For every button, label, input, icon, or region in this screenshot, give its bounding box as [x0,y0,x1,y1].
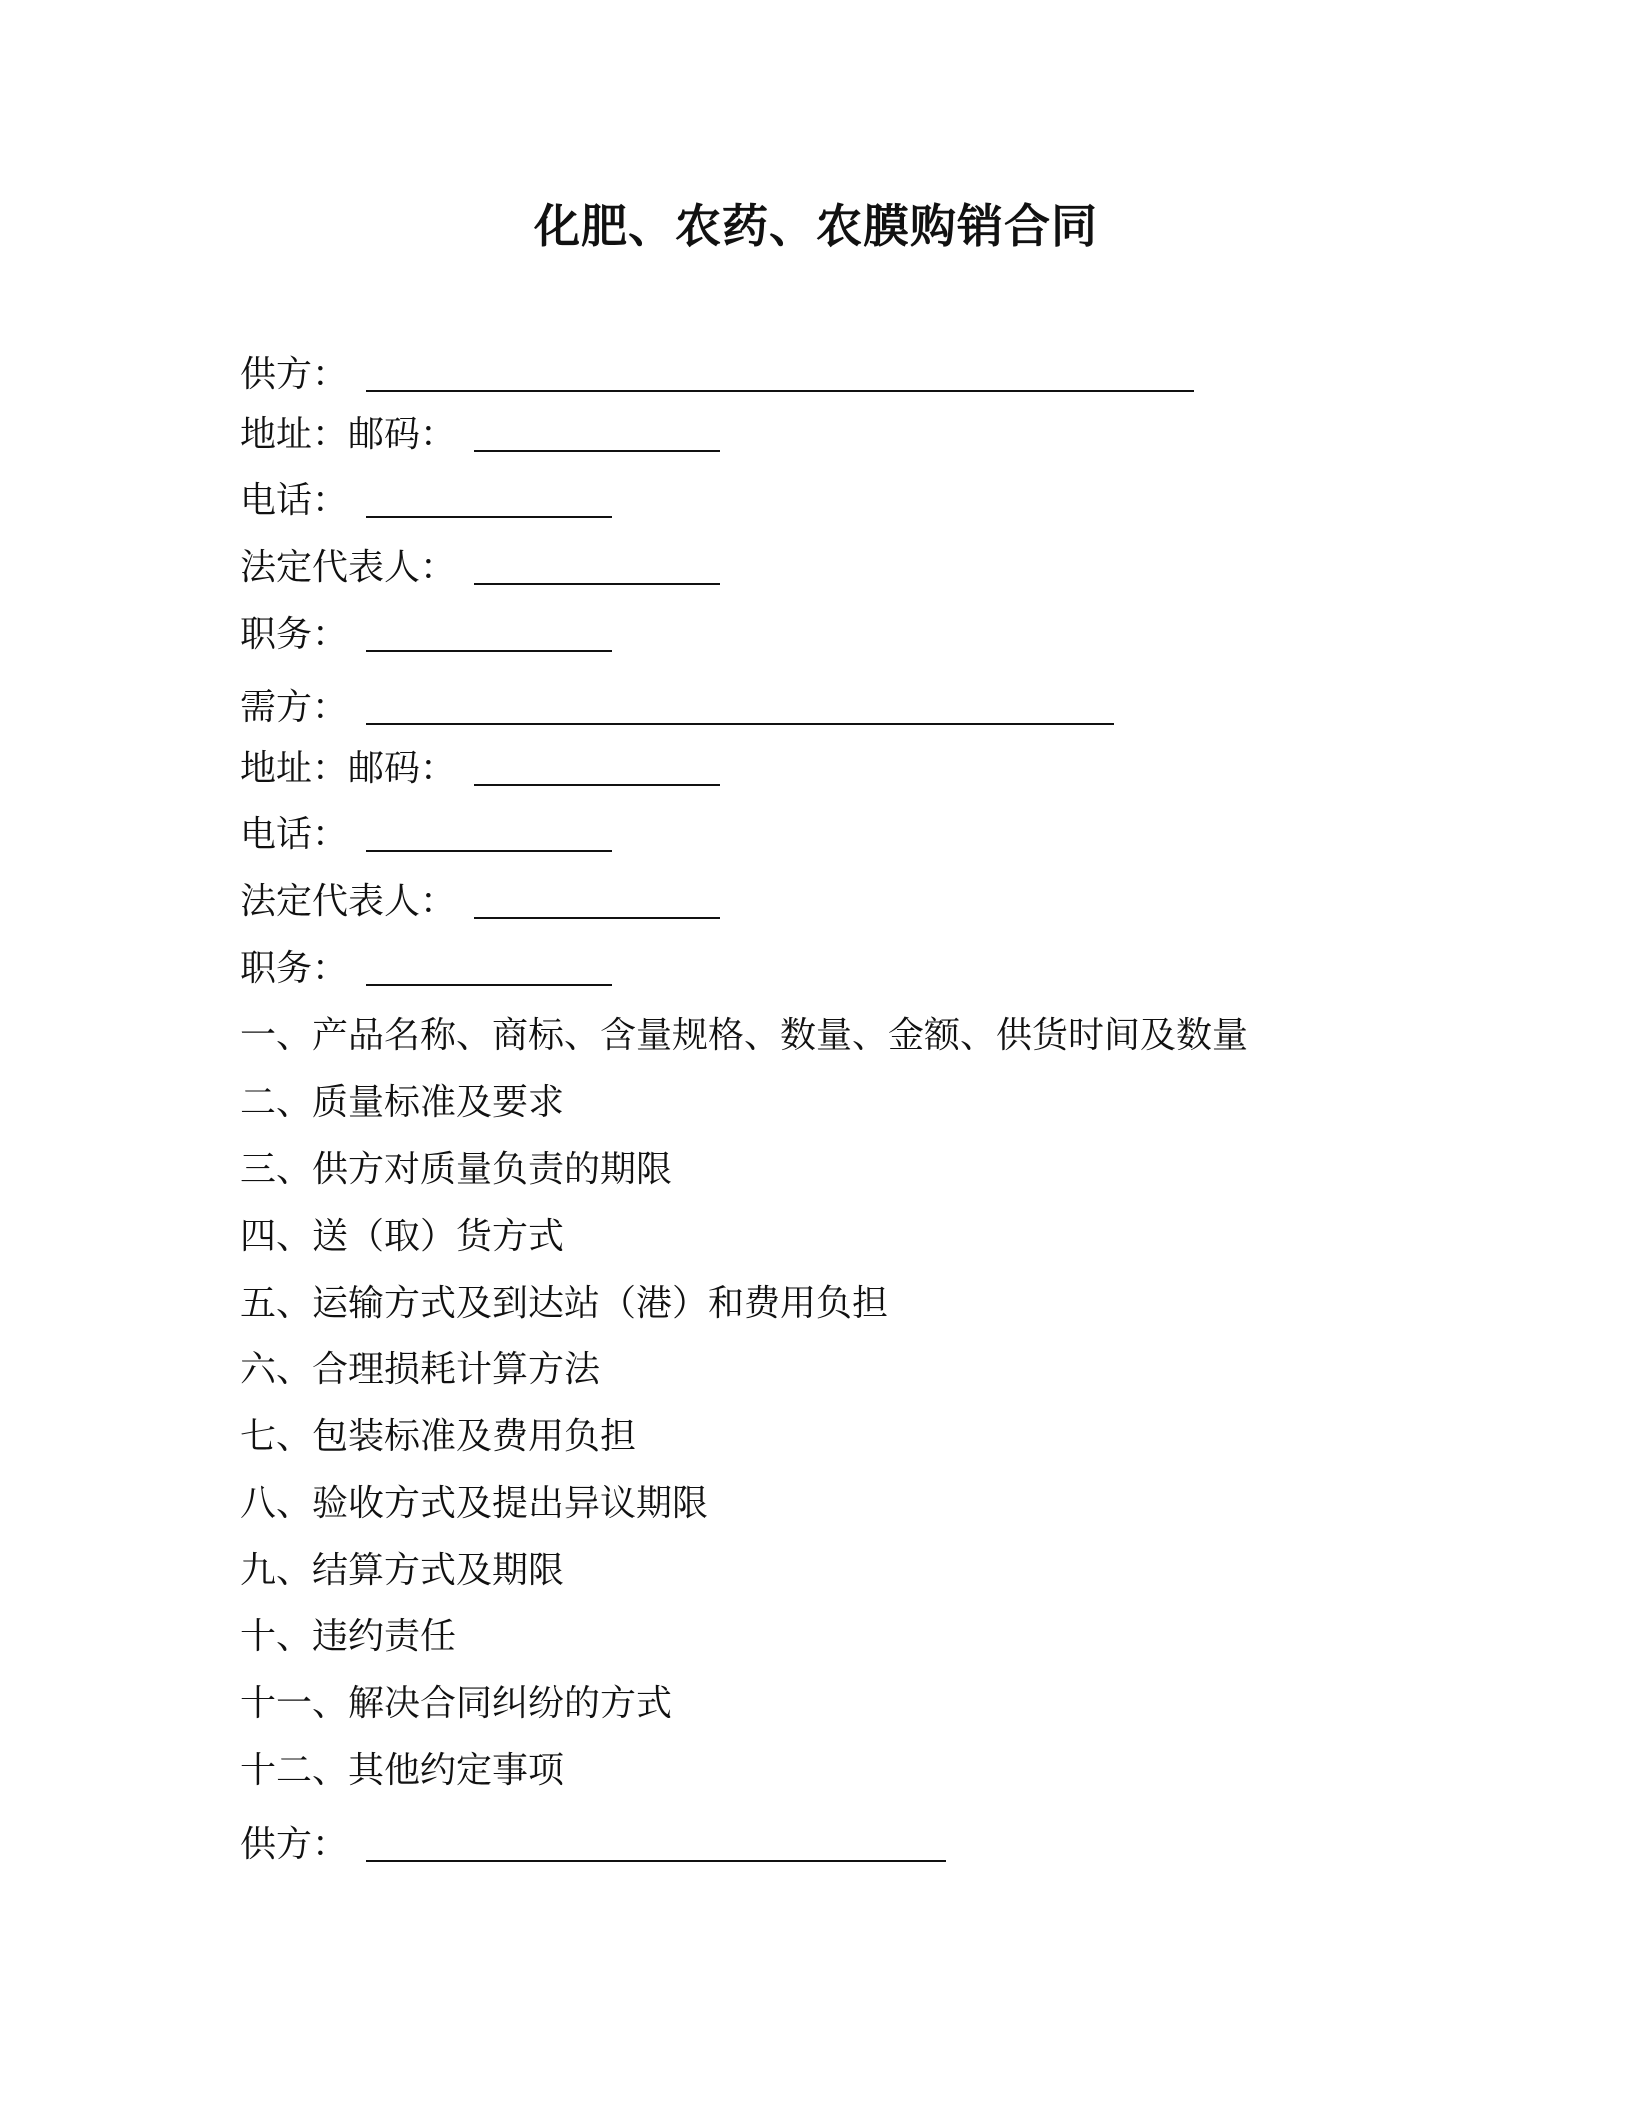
supplier-phone-label: 电话： [240,480,349,521]
buyer-legal-rep-row [240,877,720,927]
buyer-position-blank[interactable] [366,958,612,986]
supplier-position-row [240,610,612,660]
buyer-name-blank[interactable] [366,697,1114,725]
clause-item: 三、供方对质量负责的期限 [240,1149,673,1190]
signature-supplier-row [240,1820,946,1870]
clause-item: 四、送（取）货方式 [240,1216,565,1257]
buyer-phone-blank[interactable] [366,824,612,852]
supplier-address-label: 地址：邮码： [240,414,457,455]
clause-item: 十一、解决合同纠纷的方式 [240,1683,673,1724]
signature-supplier-blank[interactable] [366,1834,946,1862]
document-title: 化肥、农药、农膜购销合同 [534,199,1098,253]
clause-item: 七、包装标准及费用负担 [240,1416,637,1457]
buyer-position-label: 职务： [240,948,349,989]
buyer-postcode-blank[interactable] [474,758,720,786]
clause-item: 二、质量标准及要求 [240,1082,565,1123]
buyer-name-label: 需方： [240,687,349,728]
supplier-position-label: 职务： [240,614,349,655]
signature-supplier-label: 供方： [240,1824,349,1865]
clause-item: 十、违约责任 [240,1616,457,1657]
buyer-legal-rep-blank[interactable] [474,891,720,919]
supplier-name-row [240,350,1194,400]
clause-item: 一、产品名称、商标、含量规格、数量、金额、供货时间及数量 [240,1015,1249,1056]
buyer-address-label: 地址：邮码： [240,748,457,789]
buyer-phone-row [240,810,612,860]
clause-item: 五、运输方式及到达站（港）和费用负担 [240,1283,889,1324]
supplier-name-label: 供方： [240,354,349,395]
supplier-name-blank[interactable] [366,364,1194,392]
buyer-name-row [240,683,1114,733]
supplier-legal-rep-blank[interactable] [474,557,720,585]
supplier-phone-row [240,476,612,526]
supplier-legal-rep-row [240,543,720,593]
clause-item: 六、合理损耗计算方法 [240,1349,601,1390]
clause-item: 九、结算方式及期限 [240,1550,565,1591]
clause-item: 八、验收方式及提出异议期限 [240,1483,709,1524]
supplier-phone-blank[interactable] [366,490,612,518]
supplier-address-row [240,410,720,460]
buyer-address-row [240,744,720,794]
buyer-legal-rep-label: 法定代表人： [240,881,457,922]
supplier-postcode-blank[interactable] [474,424,720,452]
clause-item: 十二、其他约定事项 [240,1750,565,1791]
supplier-legal-rep-label: 法定代表人： [240,547,457,588]
buyer-position-row [240,944,612,994]
buyer-phone-label: 电话： [240,814,349,855]
supplier-position-blank[interactable] [366,624,612,652]
